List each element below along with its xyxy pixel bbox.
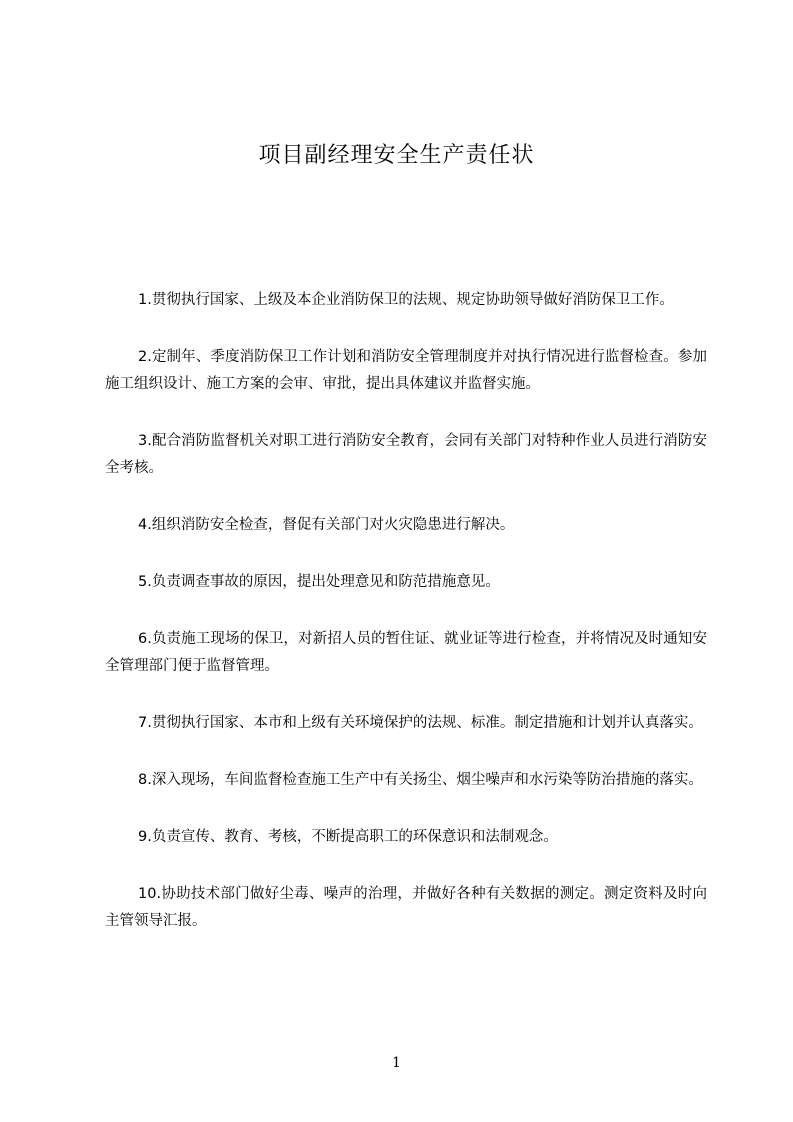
list-item: 6.负责施工现场的保卫，对新招人员的暂住证、就业证等进行检查，并将情况及时通知安全管理部门便于监督管理。 — [105, 631, 707, 674]
page-number: 1 — [392, 1055, 401, 1071]
list-item: 7.贯彻执行国家、本市和上级有关环境保护的法规、标准。制定措施和计划并认真落实。 — [138, 715, 703, 731]
list-item: 10.协助技术部门做好尘毒、噪声的治理，并做好各种有关数据的测定。测定资料及时向主管领导汇报。 — [105, 886, 707, 929]
list-item: 8.深入现场，车间监督检查施工生产中有关扬尘、烟尘噪声和水污染等防治措施的落实。 — [138, 772, 703, 788]
list-item: 5.负责调查事故的原因，提出处理意见和防范措施意见。 — [138, 574, 500, 590]
list-item: 9.负责宣传、教育、考核，不断提高职工的环保意识和法制观念。 — [138, 829, 558, 845]
responsibility-list — [105, 287, 707, 965]
list-item: 2.定制年、季度消防保卫工作计划和消防安全管理制度并对执行情况进行监督检查。参加施工组织设计、施工方案的会审、审批，提出具体建议并监督实施。 — [105, 349, 707, 392]
list-item: 4.组织消防安全检查，督促有关部门对火灾隐患进行解决。 — [138, 517, 515, 533]
list-item: 3.配合消防监督机关对职工进行消防安全教育，会同有关部门对特种作业人员进行消防安全考核。 — [105, 433, 707, 476]
document-title: 项目副经理安全生产责任状 — [258, 143, 535, 168]
list-item: 1.贯彻执行国家、上级及本企业消防保卫的法规、规定协助领导做好消防保卫工作。 — [138, 292, 674, 308]
